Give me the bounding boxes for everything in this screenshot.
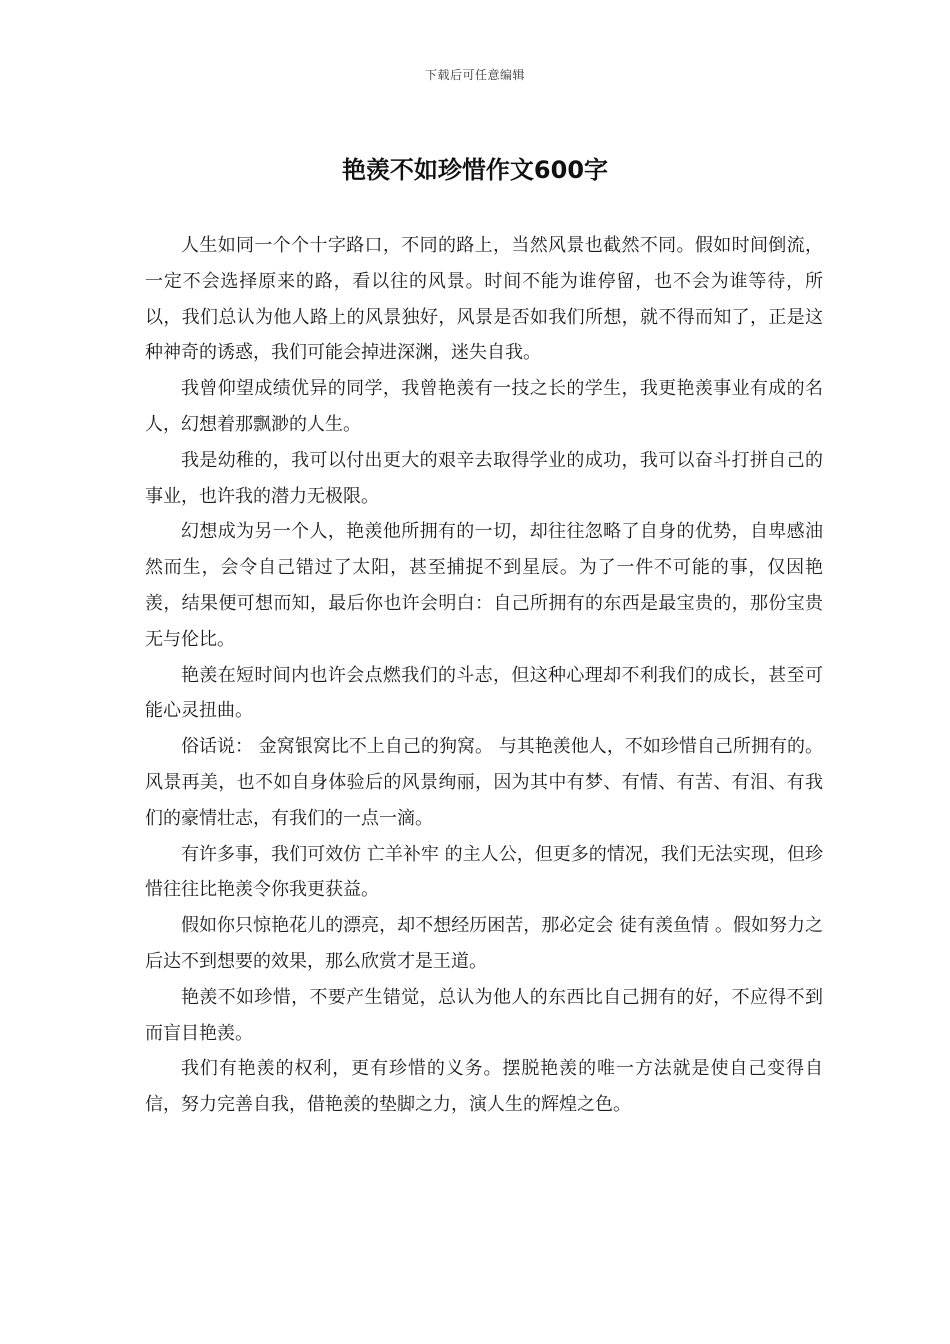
paragraph: 假如你只惊艳花儿的漂亮，却不想经历困苦，那必定会 徒有羡鱼情 。假如努力之后达不到想要的效果，那么欣赏才是王道。: [145, 915, 823, 972]
paragraph: 艳羡不如珍惜，不要产生错觉，总认为他人的东西比自己拥有的好，不应得不到而盲目艳羡。: [145, 986, 823, 1044]
header-note: 下载后可任意编辑: [424, 68, 525, 82]
paragraph: 我是幼稚的，我可以付出更大的艰辛去取得学业的成功，我可以奋斗打拼自己的事业，也许我的潜力无极限。: [145, 449, 823, 507]
paragraph: 人生如同一个个十字路口，不同的路上，当然风景也截然不同。假如时间倒流，一定不会选择原来的路，看以往的风景。时间不能为谁停留，也不会为谁等待，所以，我们总认为他人路上的风景独好，风景是否如我们所想，就不得而知了，正是这种神奇的诱惑，我们可能会掉进深渊，迷失自我。: [145, 235, 823, 364]
page-title: 艳羡不如珍惜作文600字: [341, 156, 609, 184]
paragraph: 我们有艳羡的权利，更有珍惜的义务。摆脱艳羡的唯一方法就是使自己变得自信，努力完善自我，借艳羡的垫脚之力，演人生的辉煌之色。: [145, 1058, 823, 1116]
paragraph: 有许多事，我们可效仿 亡羊补牢 的主人公，但更多的情况，我们无法实现，但珍惜往往比艳羡令你我更获益。: [145, 843, 823, 901]
paragraph: 幻想成为另一个人，艳羡他所拥有的一切，却往往忽略了自身的优势，自卑感油然而生，会令自己错过了太阳，甚至捕捉不到星辰。为了一件不可能的事，仅因艳羡，结果便可想而知，最后你也许会明白：自己所拥有的东西是最宝贵的，那份宝贵无与伦比。: [145, 521, 823, 650]
paragraph: 艳羡在短时间内也许会点燃我们的斗志，但这种心理却不利我们的成长，甚至可能心灵扭曲。: [145, 664, 823, 722]
essay-body: [145, 228, 823, 1123]
paragraph: 我曾仰望成绩优异的同学，我曾艳羡有一技之长的学生，我更艳羡事业有成的名人，幻想着那飘渺的人生。: [145, 378, 823, 435]
paragraph: 俗话说： 金窝银窝比不上自己的狗窝。 与其艳羡他人，不如珍惜自己所拥有的。风景再美，也不如自身体验后的风景绚丽，因为其中有梦、有情、有苦、有泪、有我们的豪情壮志，有我们的一点一滴。: [145, 736, 823, 829]
